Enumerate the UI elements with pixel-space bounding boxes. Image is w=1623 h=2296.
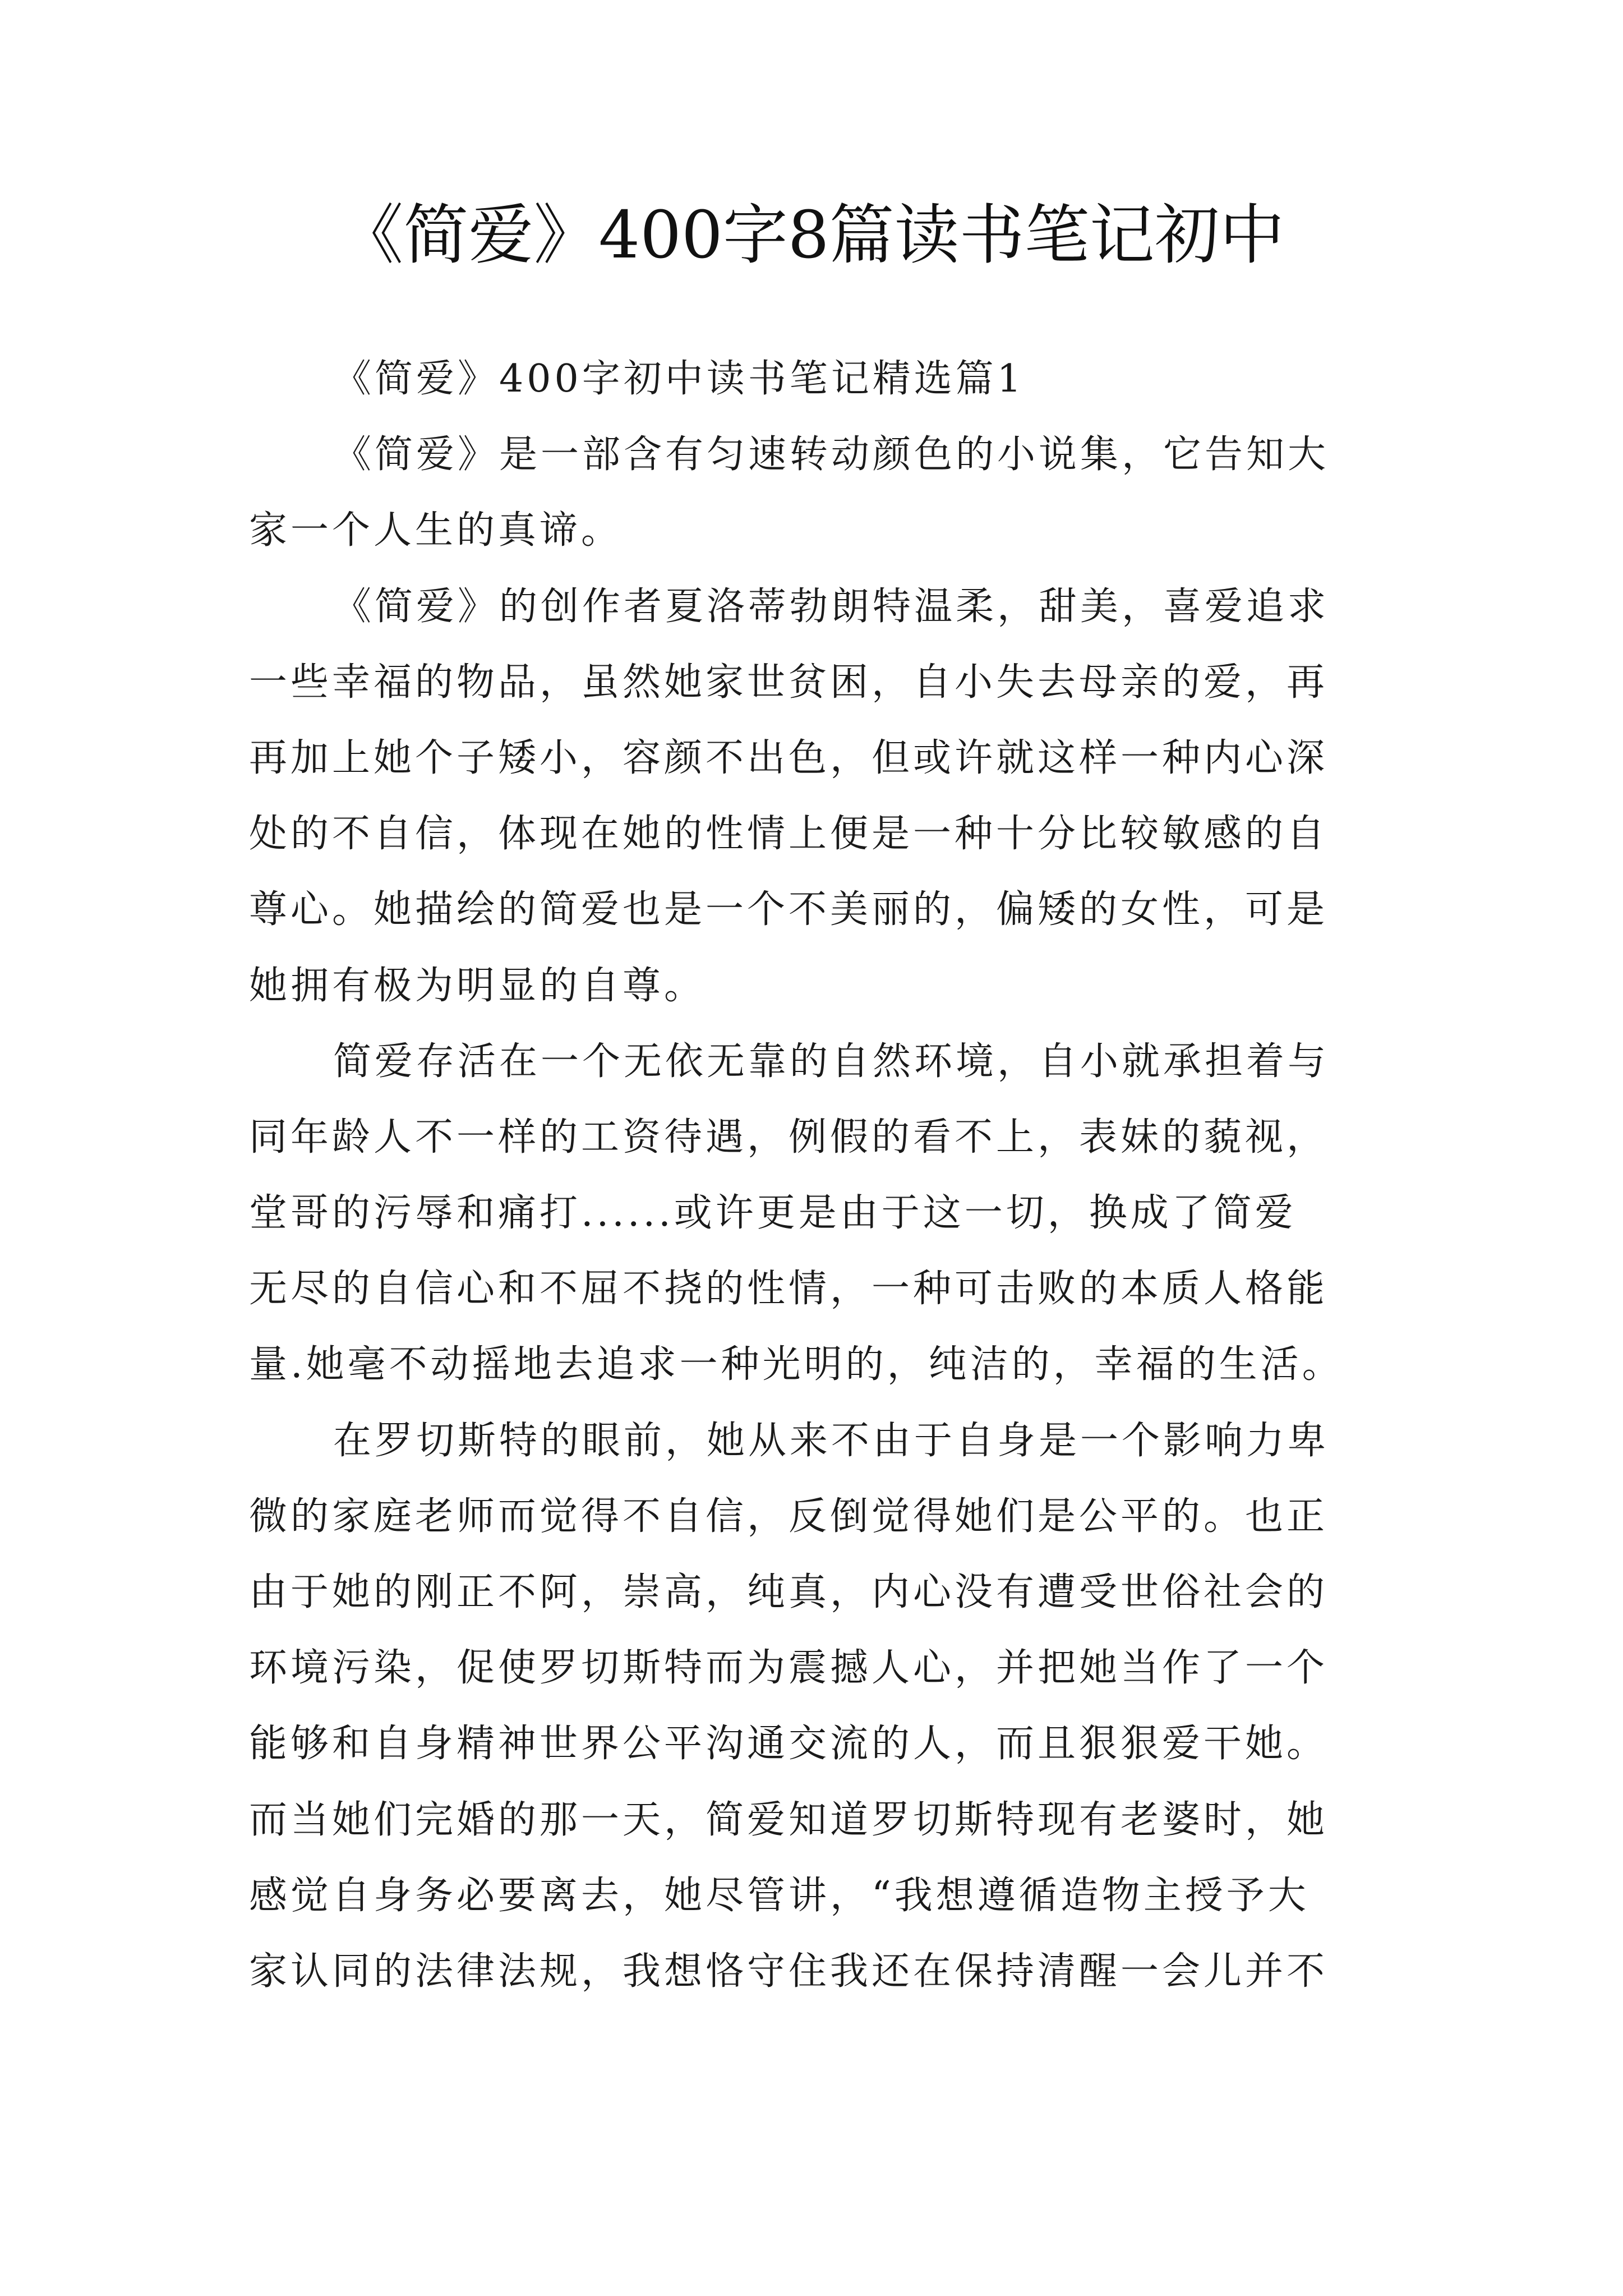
paragraph-line: 无尽的自信心和不屈不挠的性情，一种可击败的本质人格能 bbox=[249, 1267, 1329, 1312]
paragraph-line: 家认同的法律法规，我想恪守住我还在保持清醒一会儿并不 bbox=[249, 1949, 1329, 1994]
paragraph-line: 量.她毫不动摇地去追求一种光明的，纯洁的，幸福的生活。 bbox=[249, 1342, 1344, 1387]
paragraph-line: 同年龄人不一样的工资待遇，例假的看不上，表妹的藐视， bbox=[249, 1115, 1329, 1159]
paragraph-line: 一些幸福的物品，虽然她家世贫困，自小失去母亲的爱，再 bbox=[249, 660, 1329, 705]
paragraph-line: 环境污染，促使罗切斯特而为震撼人心，并把她当作了一个 bbox=[249, 1646, 1329, 1691]
paragraph-line: 而当她们完婚的那一天，简爱知道罗切斯特现有老婆时，她 bbox=[249, 1797, 1329, 1842]
paragraph-line: 能够和自身精神世界公平沟通交流的人，而且狠狠爱干她。 bbox=[249, 1722, 1329, 1766]
paragraph-line: 处的不自信，体现在她的性情上便是一种十分比较敏感的自 bbox=[249, 812, 1329, 857]
paragraph-line: 微的家庭老师而觉得不自信，反倒觉得她们是公平的。也正 bbox=[249, 1494, 1329, 1539]
paragraph-first-line: 《简爱》400字初中读书笔记精选篇1 bbox=[333, 357, 1025, 401]
paragraph-first-line: 《简爱》的创作者夏洛蒂勃朗特温柔，甜美，喜爱追求 bbox=[333, 584, 1330, 629]
paragraph-line: 家一个人生的真谛。 bbox=[249, 508, 623, 553]
paragraph-line: 由于她的刚正不阿，崇高，纯真，内心没有遭受世俗社会的 bbox=[249, 1570, 1329, 1614]
document-title: 《简爱》400字8篇读书笔记初中 bbox=[338, 197, 1285, 273]
paragraph-line: 她拥有极为明显的自尊。 bbox=[249, 963, 706, 1008]
paragraph-first-line: 在罗切斯特的眼前，她从来不由于自身是一个影响力卑 bbox=[333, 1418, 1330, 1463]
paragraph-line: 尊心。她描绘的简爱也是一个不美丽的，偏矮的女性，可是 bbox=[249, 887, 1329, 932]
paragraph-line: 再加上她个子矮小，容颜不出色，但或许就这样一种内心深 bbox=[249, 735, 1329, 780]
paragraph-first-line: 简爱存活在一个无依无靠的自然环境，自小就承担着与 bbox=[333, 1039, 1330, 1084]
document-body bbox=[249, 341, 1390, 2009]
paragraph-line: 感觉自身务必要离去，她尽管讲，“我想遵循造物主授予大 bbox=[249, 1873, 1310, 1918]
paragraph-first-line: 《简爱》是一部含有匀速转动颜色的小说集，它告知大 bbox=[333, 432, 1330, 477]
paragraph-line: 堂哥的污辱和痛打......或许更是由于这一切，换成了简爱 bbox=[249, 1191, 1297, 1236]
